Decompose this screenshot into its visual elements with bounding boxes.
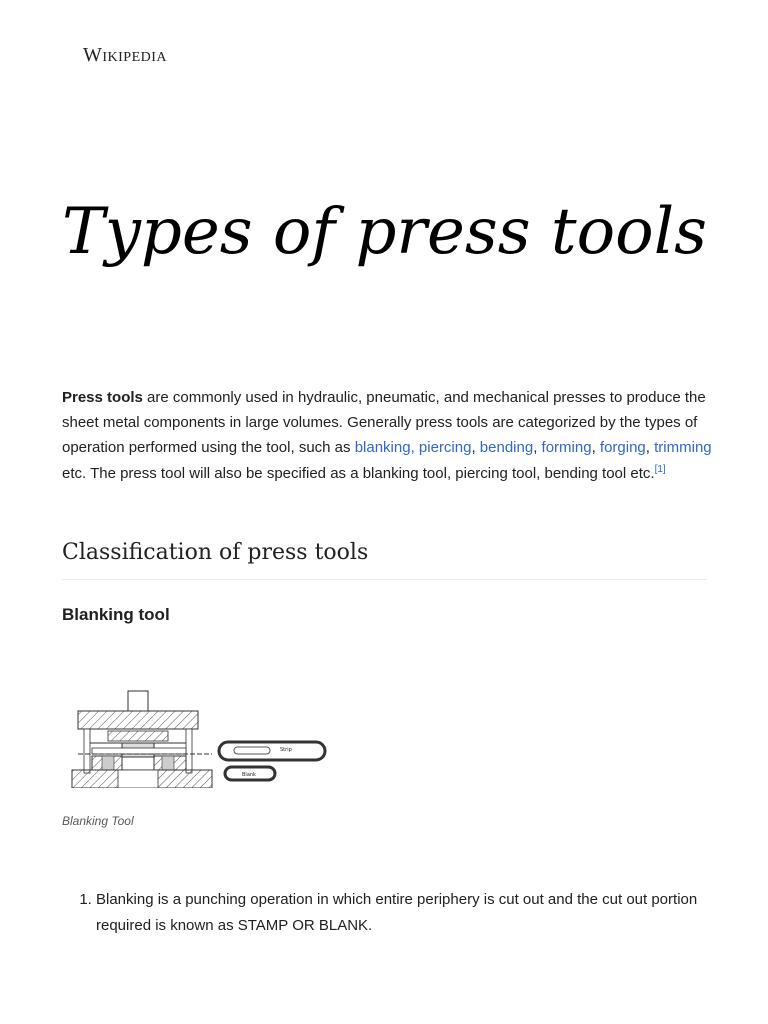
figure-caption: Blanking Tool <box>62 814 134 828</box>
subsection-heading: Blanking tool <box>62 605 170 624</box>
link-bending[interactable]: bending <box>479 439 534 457</box>
blanking-list <box>62 887 746 939</box>
page-title: Types of press tools <box>62 195 707 269</box>
link-piercing[interactable]: piercing <box>418 439 472 457</box>
blank-label: Blank <box>242 772 256 778</box>
link-sep-comma[interactable]: , <box>410 439 419 457</box>
intro-text-2: etc. The press tool will also be specified as a blanking tool, piercing tool, bending tool etc. <box>62 464 655 482</box>
intro-text-1: are commonly used in hydraulic, pneumatic, and mechanical presses to produce the sheet metal components in large volumes. Generally press tools are categorized by the types of operation performed using the tool, such as <box>62 389 706 457</box>
intro-bold-term: Press tools <box>62 389 143 406</box>
link-forming[interactable]: forming <box>541 439 592 457</box>
reference-link[interactable]: [1] <box>654 463 666 475</box>
blanking-tool-diagram[interactable] <box>62 688 332 788</box>
list-item: 1. Blanking is a punching operation in which entire periphery is cut out and the cut out portion required is known as STAMP OR BLANK. <box>96 887 746 939</box>
comma-4: , <box>645 439 650 457</box>
link-trimming[interactable]: trimming <box>654 439 712 457</box>
comma-3: , <box>591 439 600 457</box>
strip-label: Strip <box>280 747 292 753</box>
section-heading: Classification of press tools <box>62 536 707 580</box>
comma-1: , <box>471 439 480 457</box>
link-blanking[interactable]: blanking <box>354 439 411 457</box>
link-forging[interactable]: forging <box>599 439 646 457</box>
comma-2: , <box>533 439 542 457</box>
wikipedia-logo[interactable]: Wikipedia <box>83 44 168 66</box>
intro-paragraph <box>62 385 712 486</box>
